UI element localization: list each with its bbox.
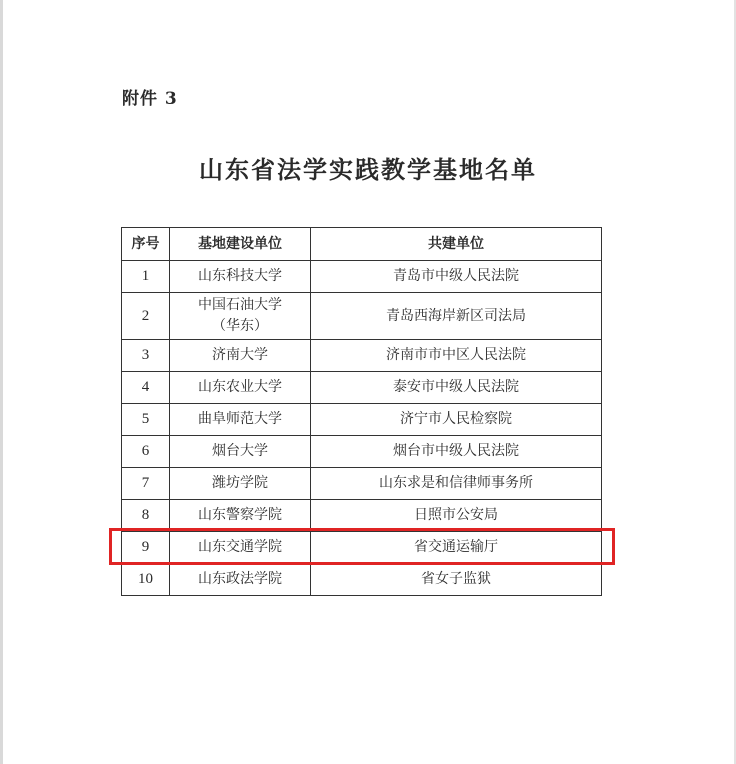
table-row (122, 500, 602, 532)
cell-unit: 山东交通学院 (170, 532, 311, 564)
cell-partner: 济宁市人民检察院 (311, 404, 602, 436)
cell-seq: 1 (122, 261, 170, 293)
cell-partner: 日照市公安局 (311, 500, 602, 532)
cell-seq: 3 (122, 340, 170, 372)
row-highlight-box (109, 528, 615, 565)
cell-partner: 省女子监狱 (311, 564, 602, 596)
cell-unit: 烟台大学 (170, 436, 311, 468)
table-row (122, 261, 602, 293)
table-row (122, 372, 602, 404)
cell-unit: 山东政法学院 (170, 564, 311, 596)
header-unit: 基地建设单位 (170, 228, 311, 261)
attachment-label: 附件 3 (122, 89, 178, 109)
table-row (122, 436, 602, 468)
cell-seq: 5 (122, 404, 170, 436)
cell-partner: 省交通运输厅 (311, 532, 602, 564)
header-seq: 序号 (122, 228, 170, 261)
page-edge-left (0, 0, 3, 764)
table-row (122, 564, 602, 596)
cell-unit: 曲阜师范大学 (170, 404, 311, 436)
cell-partner: 烟台市中级人民法院 (311, 436, 602, 468)
cell-unit: 潍坊学院 (170, 468, 311, 500)
document-title: 山东省法学实践教学基地名单 (199, 155, 537, 184)
cell-partner: 青岛市中级人民法院 (311, 261, 602, 293)
cell-seq: 10 (122, 564, 170, 596)
cell-seq: 9 (122, 532, 170, 564)
cell-unit: 山东科技大学 (170, 261, 311, 293)
cell-seq: 8 (122, 500, 170, 532)
cell-partner: 山东求是和信律师事务所 (311, 468, 602, 500)
cell-unit: 山东农业大学 (170, 372, 311, 404)
cell-partner: 泰安市中级人民法院 (311, 372, 602, 404)
header-partner: 共建单位 (311, 228, 602, 261)
cell-seq: 2 (122, 293, 170, 340)
table-row (122, 468, 602, 500)
cell-unit: 山东警察学院 (170, 500, 311, 532)
cell-partner: 青岛西海岸新区司法局 (311, 293, 602, 340)
cell-seq: 6 (122, 436, 170, 468)
table-row (122, 293, 602, 340)
cell-unit: 中国石油大学 （华东） (170, 293, 311, 340)
cell-seq: 4 (122, 372, 170, 404)
cell-unit: 济南大学 (170, 340, 311, 372)
cell-seq: 7 (122, 468, 170, 500)
cell-partner: 济南市市中区人民法院 (311, 340, 602, 372)
table-row (122, 340, 602, 372)
table-row (122, 404, 602, 436)
table-header-row (122, 228, 602, 261)
